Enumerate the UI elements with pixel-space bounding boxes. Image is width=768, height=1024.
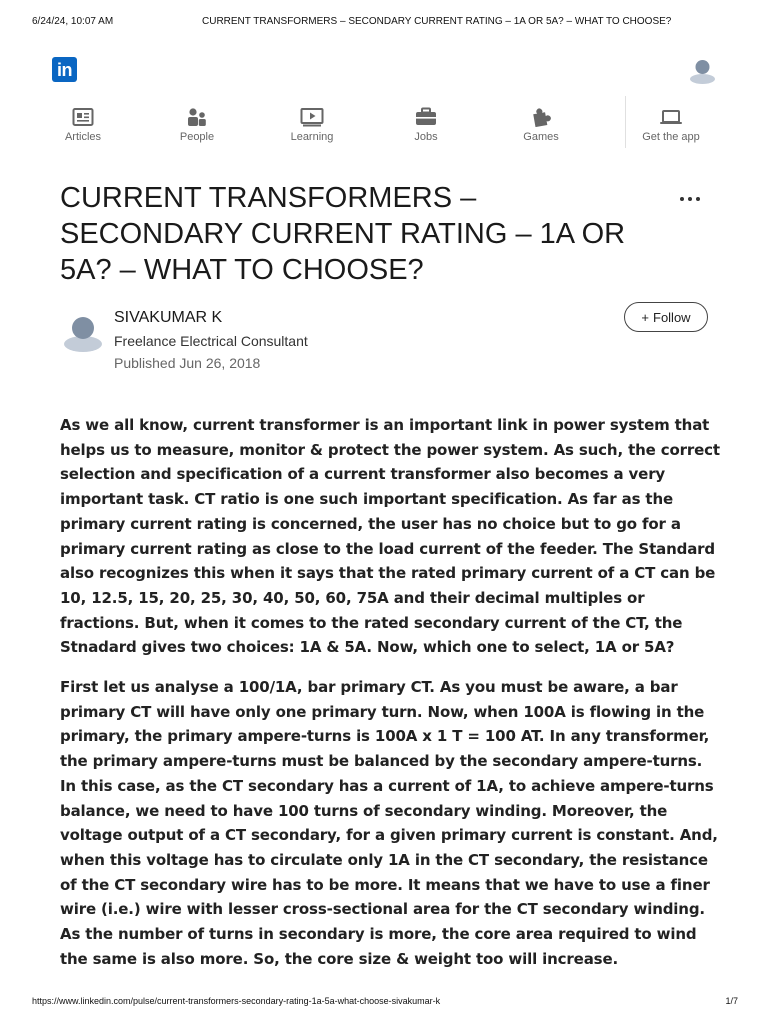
nav-item-jobs[interactable] <box>381 104 471 143</box>
plus-icon: + <box>641 309 649 325</box>
nav-item-games[interactable] <box>496 104 586 143</box>
nav-label: Games <box>523 131 559 143</box>
print-header <box>32 16 736 30</box>
learning-icon <box>300 107 324 127</box>
follow-button[interactable] <box>624 302 708 332</box>
print-url: https://www.linkedin.com/pulse/current-transformers-secondary-rating-1a-5a-what-choose-sivakumar-k <box>32 996 441 1006</box>
print-document-title: CURRENT TRANSFORMERS – SECONDARY CURRENT RATING – 1A OR 5A? – WHAT TO CHOOSE? <box>202 16 672 27</box>
article-paragraph: First let us analyse a 100/1A, bar primary CT. As you must be aware, a bar primary CT will have only one primary turn. Now, when 100A is flowing in the primary, the primary ampere-turns is 100A x 1 T = 100 AT. In any transformer, the primary ampere-turns must be balanced by the secondary ampere-turns. In this case, as the CT secondary has a current of 1A, to achieve ampere-turns balance, we need to have 100 turns of secondary winding. Moreover, the voltage output of a CT secondary, for a given primary current is constant. And, when this voltage has to circulate only 1A in the CT secondary, the resistance of the CT secondary wire has to be more. It means that we have to use a finer wire (i.e.) wire with lesser cross-sectional area for the CT secondary winding. As the number of turns in secondary is more, the core area required to wind the same is also more. So, the core size & weight too will increase. <box>60 678 718 968</box>
author-avatar[interactable] <box>62 315 104 353</box>
nav-label: Articles <box>64 131 102 143</box>
nav-label: Get the app <box>642 131 700 143</box>
nav-label: Jobs <box>414 131 438 143</box>
nav-label: Learning <box>290 131 334 143</box>
briefcase-icon <box>415 107 437 127</box>
nav-item-get-the-app[interactable] <box>626 104 716 143</box>
nav-item-articles[interactable] <box>38 104 128 143</box>
laptop-icon <box>659 107 683 127</box>
print-footer <box>32 996 738 1010</box>
articles-icon <box>72 107 94 127</box>
nav-divider <box>625 96 626 148</box>
article-title: CURRENT TRANSFORMERS – SECONDARY CURRENT RATING – 1A OR 5A? – WHAT TO CHOOSE? <box>60 182 626 286</box>
linkedin-logo[interactable]: in <box>52 57 77 82</box>
nav-item-learning[interactable] <box>267 104 357 143</box>
print-page-number: 1/7 <box>725 996 738 1006</box>
author-name[interactable]: SIVAKUMAR K <box>114 309 223 326</box>
article-body <box>60 413 720 986</box>
puzzle-icon <box>530 107 552 127</box>
follow-label: Follow <box>653 309 691 325</box>
author-headline: Freelance Electrical Consultant <box>114 333 308 349</box>
more-options-icon[interactable] <box>678 190 702 208</box>
nav-item-people[interactable] <box>152 104 242 143</box>
nav-label: People <box>179 131 215 143</box>
people-icon <box>186 107 208 127</box>
user-avatar-icon[interactable] <box>689 57 716 84</box>
published-date: Published Jun 26, 2018 <box>114 355 261 371</box>
print-date: 6/24/24, 10:07 AM <box>32 16 114 27</box>
top-nav <box>0 104 768 152</box>
article-paragraph: As we all know, current transformer is an important link in power system that helps us to measure, monitor & protect the power system. As such, the correct selection and specification of a current transformer also becomes a very important task. CT ratio is one such important specification. As far as the primary current rating is concerned, the user has no choice but to go for a primary current rating as close to the load current of the feeder. The Standard also recognizes this when it says that the rated primary current of a CT can be 10, 12.5, 15, 20, 25, 30, 40, 50, 60, 75A and their decimal multiples or fractions. But, when it comes to the rated secondary current of the CT, the Stnadard gives two choices: 1A & 5A. Now, which one to select, 1A or 5A? <box>60 416 720 657</box>
